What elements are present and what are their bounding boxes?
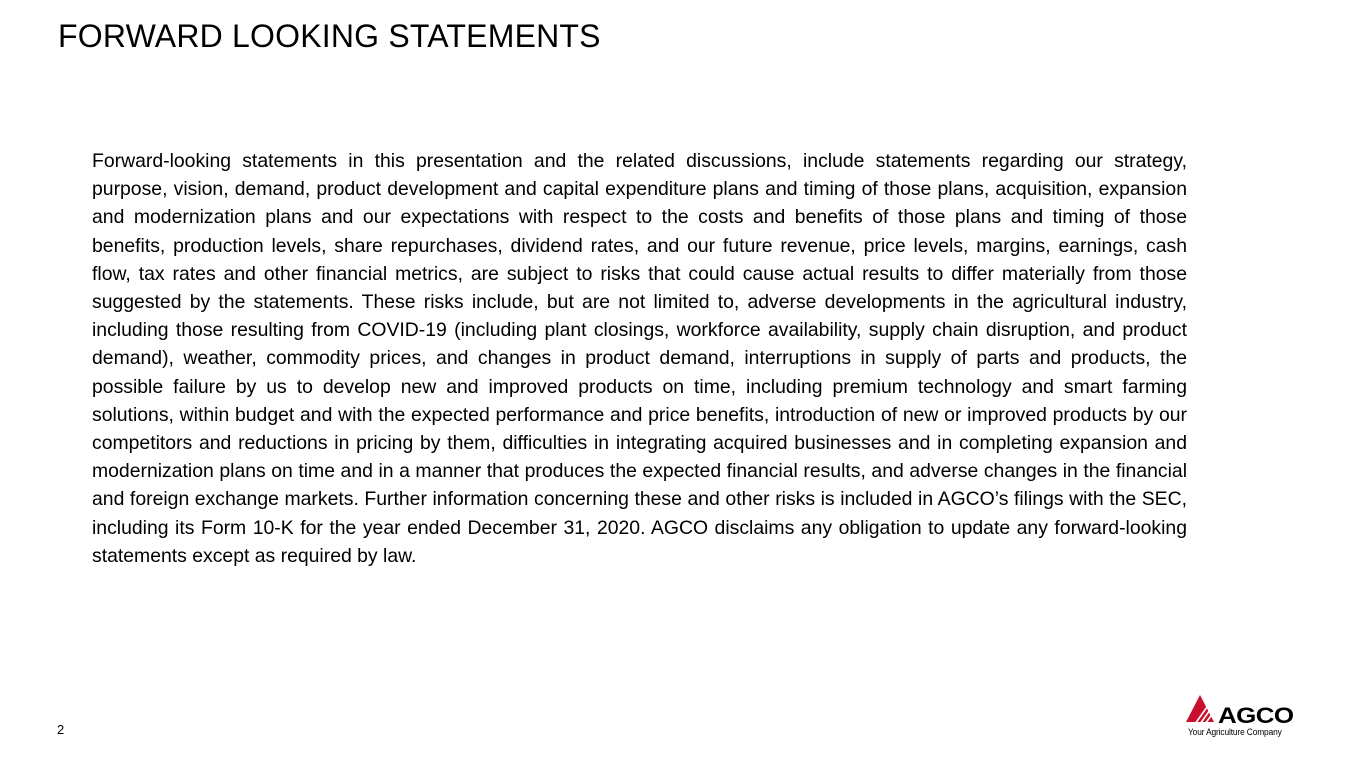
agco-tagline: Your Agriculture Company [1188, 727, 1282, 738]
agco-logo [1186, 694, 1310, 742]
agco-wordmark: AGCO [1218, 703, 1294, 728]
slide-title: FORWARD LOOKING STATEMENTS [58, 18, 601, 54]
page-number: 2 [57, 722, 65, 737]
forward-looking-statement-text: Forward-looking statements in this presentation and the related discussions, include statements regarding our strategy, purpose, vision, demand, product development and capital expenditure plans and timing of those plans, acquisition, expansion and modernization plans and our expectations with respect to the costs and benefits of those plans and timing of those benefits, production levels, share repurchases, dividend rates, and our future revenue, price levels, margins, earnings, cash flow, tax rates and other financial metrics, are subject to risks that could cause actual results to differ materially from those suggested by the statements. These risks include, but are not limited to, adverse developments in the agricultural industry, including those resulting from COVID-19 (including plant closings, workforce availability, supply chain disruption, and product demand), weather, commodity prices, and changes in product demand, interruptions in supply of parts and products, the possible failure by us to develop new and improved products on time, including premium technology and smart farming solutions, within budget and with the expected performance and price benefits, introduction of new or improved products by our competitors and reductions in pricing by them, difficulties in integrating acquired businesses and in completing expansion and modernization plans on time and in a manner that produces the expected financial results, and adverse changes in the financial and foreign exchange markets. Further information concerning these and other risks is included in AGCO’s filings with the SEC, including its Form 10-K for the year ended December 31, 2020. AGCO disclaims any obligation to update any forward-looking statements except as required by law. [92, 150, 1187, 567]
